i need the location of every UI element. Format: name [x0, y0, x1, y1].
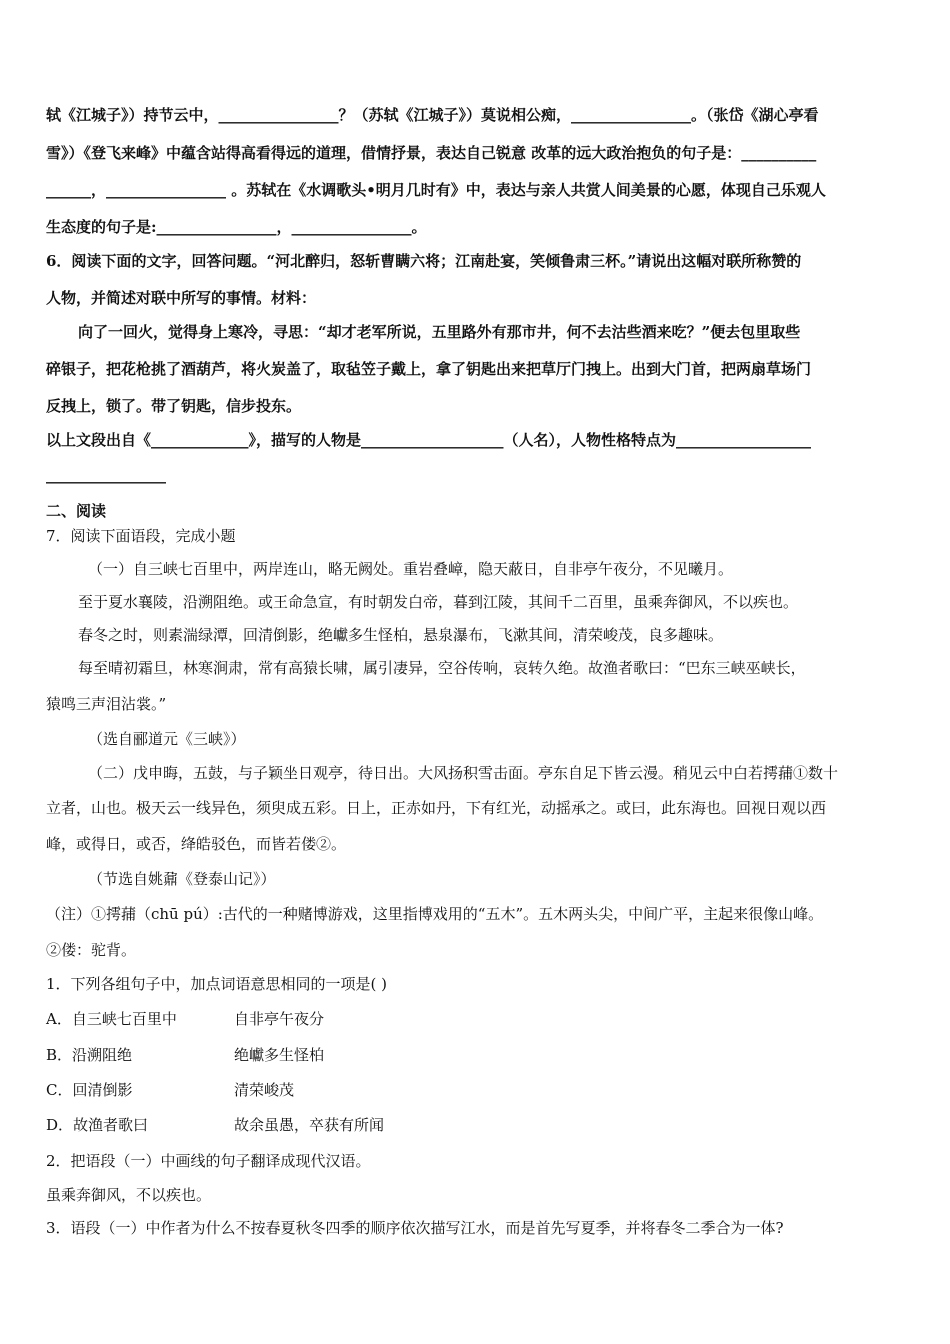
option-c-pair: 清荣峻茂	[234, 1081, 295, 1099]
sub-question-3: 3．语段（一）中作者为什么不按春夏秋冬四季的顺序依次描写江水，而是首先写夏季，并将春冬二季合为一体?	[46, 1219, 784, 1237]
fill-blank-line-2: 雪》）《登飞来峰》中蕴含站得高看得远的道理，借情抒景，表达自己锐意 改革的远大政治抱负的句子是：__________	[46, 144, 817, 162]
annotation-note-2: ②偻：驼背。	[46, 941, 137, 959]
passage-1-para-3: 春冬之时，则素湍绿潭，回清倒影，绝巘多生怪柏，悬泉瀑布，飞漱其间，清荣峻茂，良多趣味。	[78, 626, 724, 644]
option-d-pair: 故余虽愚，卒获有所闻	[234, 1116, 385, 1134]
passage-1-para-1: （一）自三峡七百里中，两岸连山，略无阙处。重岩叠嶂，隐天蔽日，自非亭午夜分，不见曦月。	[88, 560, 734, 578]
fill-blank-line-3: ______，________________ 。苏轼在《水调歌头•明月几时有》中，表达与亲人共赏人间美景的心愿，体现自己乐观人	[46, 181, 826, 199]
option-a-pair: 自非亭午夜分	[234, 1010, 325, 1028]
sub-question-1: 1．下列各组句子中，加点词语意思相同的一项是( )	[46, 975, 388, 993]
passage-2-line-3: 峰，或得日，或否，绛皓驳色，而皆若偻②。	[46, 835, 347, 853]
fill-blank-line-1: 轼《江城子》）持节云中，________________？（苏轼《江城子》）莫说相公痴，________________。（张岱《湖心亭看	[46, 106, 819, 124]
question-7-prompt: 7．阅读下面语段，完成小题	[46, 527, 236, 545]
material-line-2: 碎银子，把花枪挑了酒葫芦，将火炭盖了，取毡笠子戴上，拿了钥匙出来把草厅门拽上。出到大门首，把两扇草场门	[46, 360, 812, 378]
option-b-pair: 绝巘多生怪柏	[234, 1046, 325, 1064]
question-6-blanks-cont: ________________	[46, 466, 166, 484]
passage-2-line-1: （二）戊申晦，五鼓，与子颖坐日观亭，待日出。大风扬积雪击面。亭东自足下皆云漫。稍见云中白若摴蒱①数十	[88, 764, 839, 782]
passage-1-para-4: 每至晴初霜旦，林寒涧肃，常有高猿长啸，属引凄异，空谷传响，哀转久绝。故渔者歌曰：“巴东三峡巫峡长，	[78, 659, 806, 677]
question-6-blanks: 以上文段出自《_____________》，描写的人物是___________________（人名），人物性格特点为__________________	[46, 431, 812, 449]
passage-1-para-2: 至于夏水襄陵，沿溯阻绝。或王命急宣，有时朝发白帝，暮到江陵，其间千二百里，虽乘奔御风，不以疾也。	[78, 593, 799, 611]
fill-blank-line-4: 生态度的句子是:________________，________________。	[46, 218, 427, 236]
section-heading: 二、阅读	[46, 502, 107, 520]
annotation-note-1: （注）①摴蒱（chū pú）:古代的一种赌博游戏，这里指博戏用的“五木”。五木两头尖，中间广平，主起来很像山峰。	[46, 905, 824, 923]
question-6-prompt-cont: 人物，并简述对联中所写的事情。材料：	[46, 289, 317, 307]
option-b-label: B．沿溯阻绝	[46, 1046, 133, 1064]
passage-2-line-2: 立者，山也。极天云一线异色，须臾成五彩。日上，正赤如丹，下有红光，动摇承之。或曰，此东海也。回视日观以西	[46, 799, 827, 817]
passage-2-source: （节选自姚鼐《登泰山记》）	[88, 870, 276, 888]
option-d-label: D．故渔者歌曰	[46, 1116, 149, 1134]
passage-1-source: （选自郦道元《三峡》）	[88, 730, 246, 748]
option-a-label: A．自三峡七百里中	[46, 1010, 177, 1028]
sub-question-2-sentence: 虽乘奔御风，不以疾也。	[46, 1186, 212, 1204]
option-c-label: C．回清倒影	[46, 1081, 133, 1099]
sub-question-2: 2．把语段（一）中画线的句子翻译成现代汉语。	[46, 1152, 371, 1170]
material-line-1: 向了一回火，觉得身上寒冷，寻思：“却才老军所说，五里路外有那市井，何不去沽些酒来吃？”便去包里取些	[78, 323, 801, 341]
passage-1-para-4-cont: 猿鸣三声泪沾裳。”	[46, 695, 167, 713]
question-6-prompt: 6．阅读下面的文字，回答问题。“河北醉归，怒斩曹瞒六将；江南赴宴，笑倾鲁肃三杯。”请说出这幅对联所称赞的	[46, 252, 802, 270]
material-line-3: 反拽上，锁了。带了钥匙，信步投东。	[46, 397, 302, 415]
